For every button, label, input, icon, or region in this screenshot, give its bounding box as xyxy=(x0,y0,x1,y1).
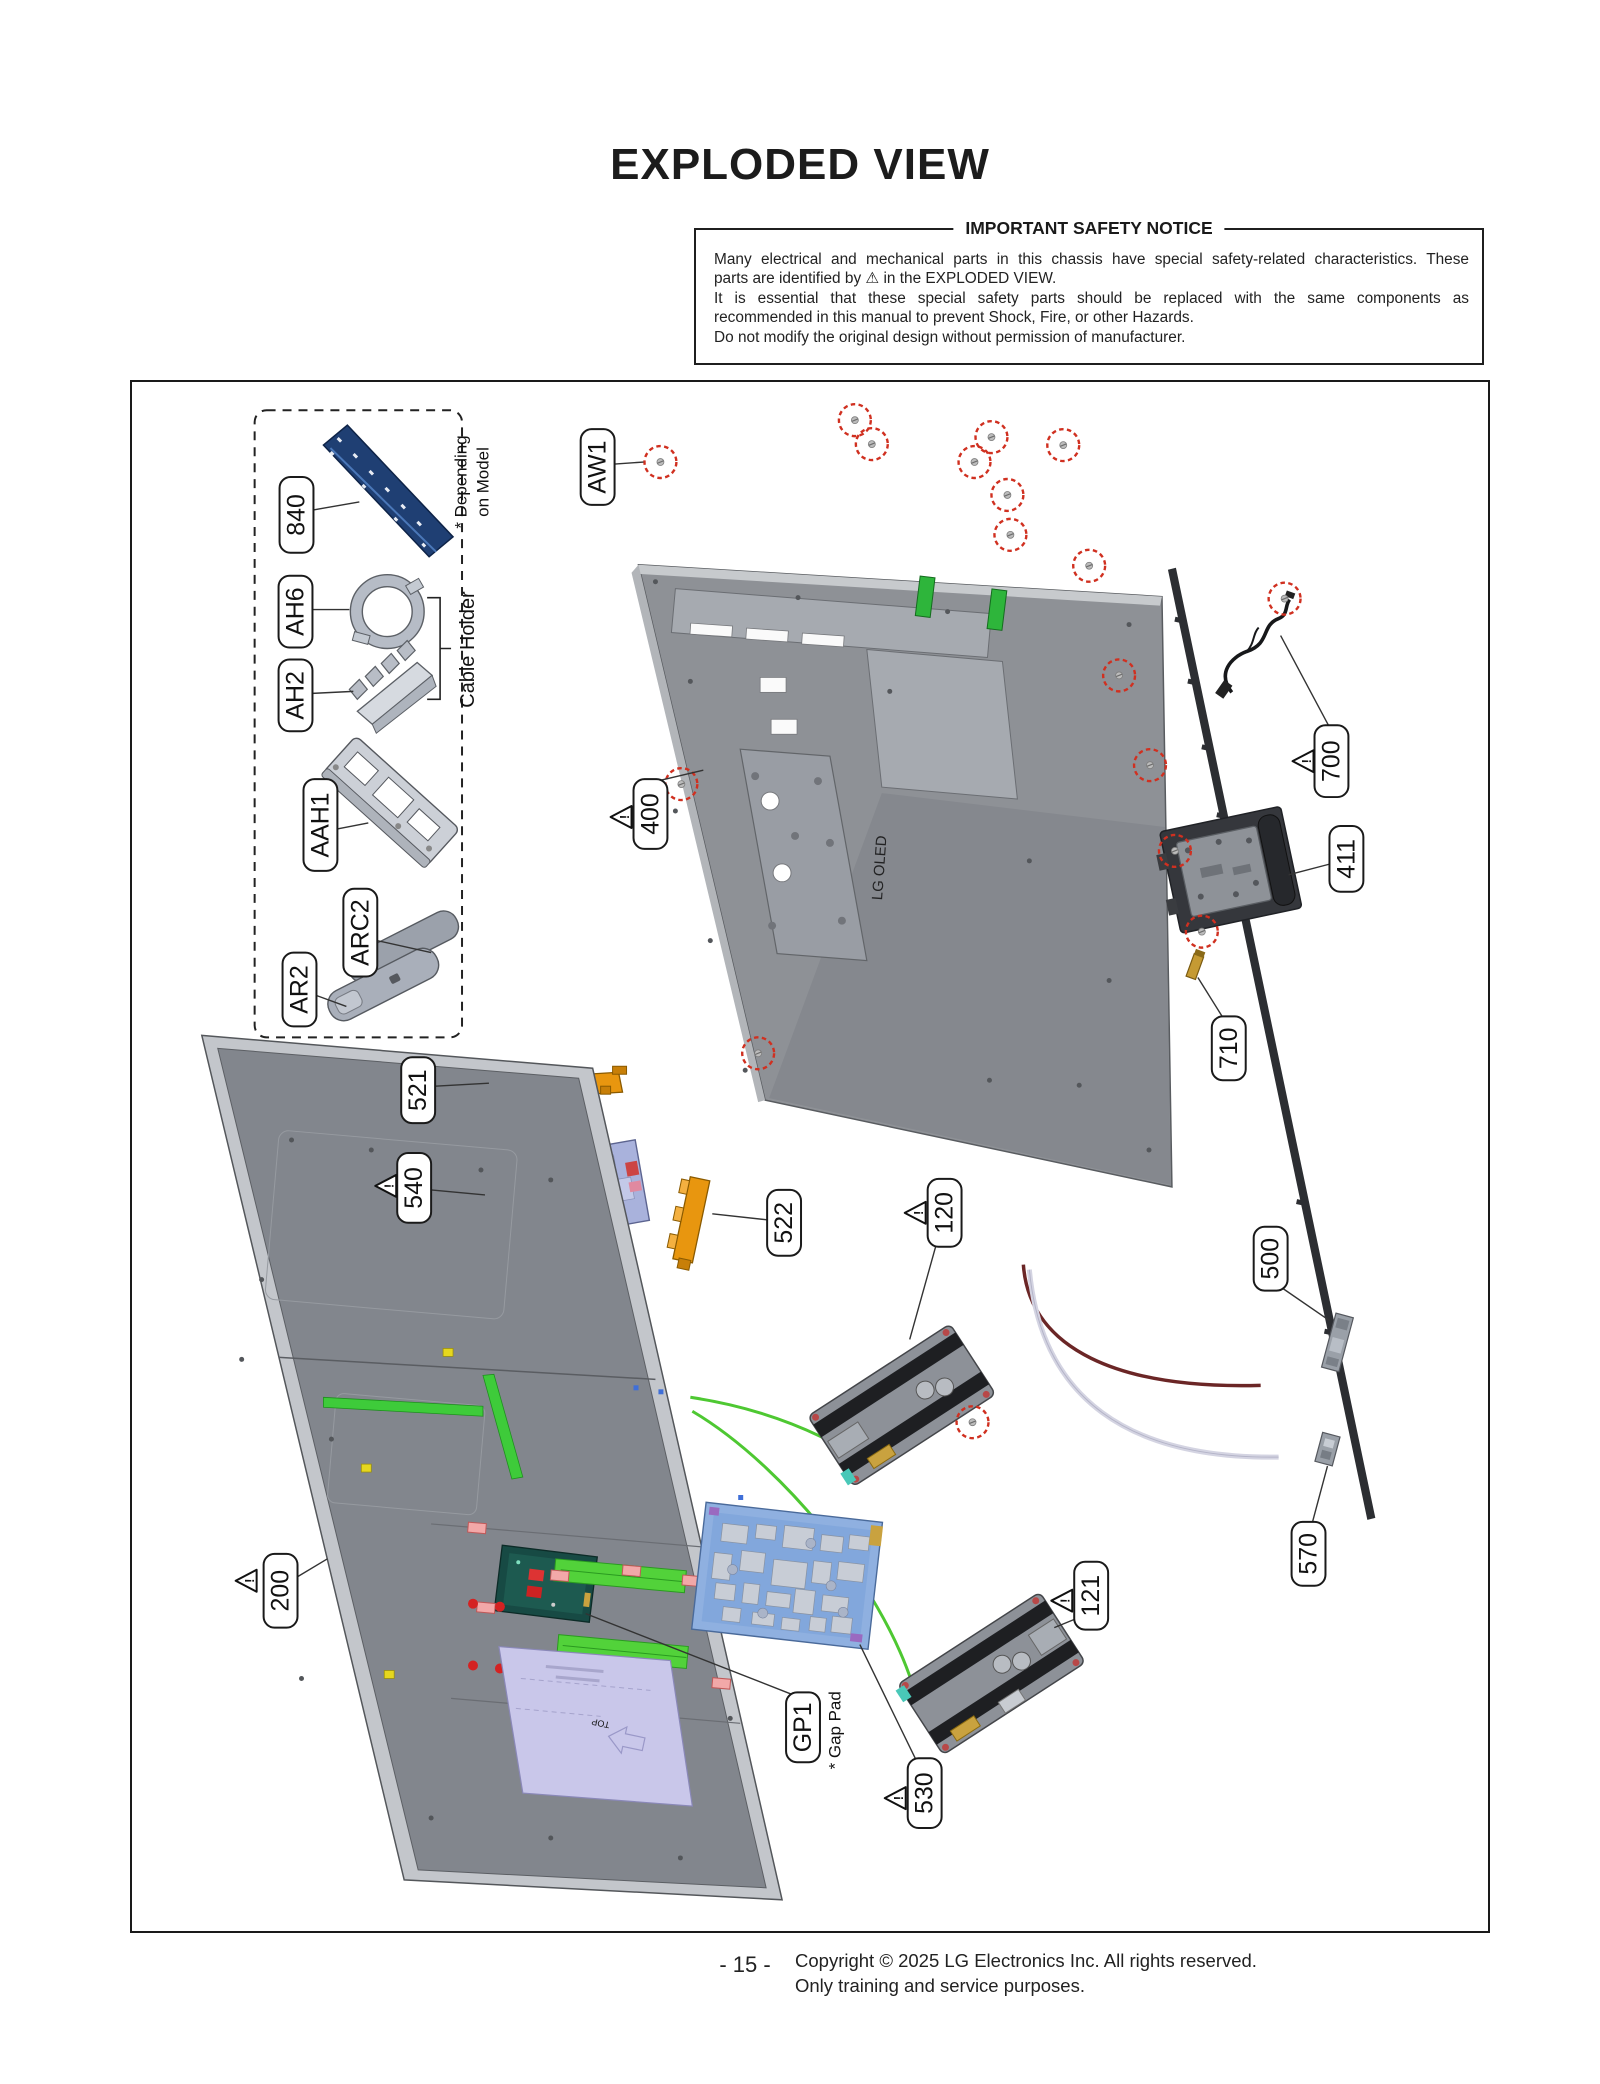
svg-text:522: 522 xyxy=(770,1202,799,1244)
part-label-522 xyxy=(712,1190,801,1256)
side-bar-part xyxy=(1168,568,1375,1520)
speaker-120-part xyxy=(804,1324,995,1489)
svg-text:AH6: AH6 xyxy=(281,587,310,636)
copyright-line-1: Copyright © 2025 LG Electronics Inc. All rights reserved. xyxy=(795,1950,1257,1971)
speaker-121-part xyxy=(893,1592,1085,1757)
gap-pad-note: * Gap Pad xyxy=(825,1691,845,1770)
screw-marker xyxy=(1047,429,1079,461)
part-label-AW1 xyxy=(581,429,644,505)
safety-warning-icon xyxy=(905,1202,926,1224)
svg-text:710: 710 xyxy=(1214,1027,1243,1070)
part-label-120 xyxy=(905,1179,962,1340)
panel-logo-text: LG OLED xyxy=(869,834,891,901)
part-label-411 xyxy=(1289,826,1364,892)
svg-text:AW1: AW1 xyxy=(583,440,612,494)
exploded-view-frame xyxy=(130,380,1490,1933)
part-570 xyxy=(1315,1432,1340,1466)
safety-warning-icon xyxy=(1293,750,1314,772)
display-panel-part xyxy=(202,1035,782,1899)
safety-warning-icon xyxy=(1051,1590,1072,1612)
screw-marker xyxy=(1073,550,1105,582)
svg-text:411: 411 xyxy=(1332,839,1361,879)
svg-text:700: 700 xyxy=(1317,740,1346,782)
svg-text:AR2: AR2 xyxy=(285,965,314,1014)
part-label-AH2 xyxy=(279,659,354,731)
curved-cables xyxy=(1023,1265,1278,1457)
svg-text:AAH1: AAH1 xyxy=(306,792,335,858)
bracket-aah1-part xyxy=(321,736,460,869)
svg-text:ARC2: ARC2 xyxy=(346,899,375,966)
part-label-700 xyxy=(1281,636,1349,798)
notice-line: recommended in this manual to prevent Shock, Fire, or other Hazards. xyxy=(714,309,1194,327)
svg-text:530: 530 xyxy=(910,1772,939,1814)
svg-text:521: 521 xyxy=(404,1069,433,1111)
svg-text:540: 540 xyxy=(400,1167,429,1209)
depending-on-model-note-line1: * Depending xyxy=(451,435,471,529)
svg-text:!: ! xyxy=(1299,759,1315,764)
depending-on-model-note-line2: on Model xyxy=(473,447,493,517)
screw-marker xyxy=(994,519,1026,551)
power-board-part xyxy=(692,1502,884,1649)
svg-text:500: 500 xyxy=(1256,1237,1285,1280)
svg-text:840: 840 xyxy=(282,494,311,536)
svg-text:120: 120 xyxy=(930,1192,959,1234)
screw-marker xyxy=(991,479,1023,511)
part-label-200 xyxy=(236,1554,328,1628)
safety-notice-title: IMPORTANT SAFETY NOTICE xyxy=(953,218,1224,239)
svg-text:!: ! xyxy=(242,1578,258,1583)
notice-line: parts are identified by ⚠ in the EXPLODED VIEW. xyxy=(714,270,1057,288)
part-label-840 xyxy=(280,477,360,553)
safety-warning-icon xyxy=(885,1787,906,1809)
svg-text:200: 200 xyxy=(266,1569,295,1612)
bracket-522-part xyxy=(663,1175,709,1271)
power-cable-700-part xyxy=(1215,590,1295,698)
cable-holder-note: Cable Holder xyxy=(457,591,480,708)
part-label-710 xyxy=(1198,978,1246,1081)
screw-marker xyxy=(856,428,888,460)
bracket-411-part xyxy=(1152,806,1302,935)
exploded-view-diagram xyxy=(132,382,1488,1931)
svg-text:!: ! xyxy=(891,1795,907,1801)
svg-text:400: 400 xyxy=(636,793,665,835)
back-cover-part xyxy=(632,565,1172,1187)
copyright-line-2: Only training and service purposes. xyxy=(795,1975,1085,1996)
screw-marker xyxy=(839,404,871,436)
gap-pad-top-label: TOP xyxy=(590,1716,611,1731)
wall-mount-bracket-part xyxy=(323,425,453,557)
notice-line: Many electrical and mechanical parts in this chassis have special safety-related characteristics. These xyxy=(714,251,1469,268)
gap-pad-sheet xyxy=(499,1647,692,1807)
notice-line: It is essential that these special safety parts should be replaced with the same components as xyxy=(714,289,1469,307)
svg-text:!: ! xyxy=(381,1183,397,1189)
copyright-notice xyxy=(795,1948,1355,1998)
svg-text:121: 121 xyxy=(1077,1574,1106,1617)
part-label-121 xyxy=(1051,1562,1108,1630)
notice-line: Do not modify the original design without permission of manufacturer. xyxy=(714,328,1186,346)
safety-notice-box xyxy=(694,218,1484,365)
page-number: - 15 - xyxy=(719,1952,771,1977)
svg-text:AH2: AH2 xyxy=(281,671,310,720)
safety-warning-icon xyxy=(236,1570,257,1592)
safety-notice-body xyxy=(714,250,1469,347)
svg-text:!: ! xyxy=(1057,1598,1073,1603)
part-label-570 xyxy=(1292,1466,1328,1586)
svg-text:!: ! xyxy=(617,814,633,820)
screw-marker xyxy=(959,446,991,478)
part-label-AH6 xyxy=(279,576,350,648)
svg-text:GP1: GP1 xyxy=(789,1702,818,1753)
screw-marker xyxy=(644,446,676,478)
svg-text:!: ! xyxy=(911,1210,927,1215)
svg-text:570: 570 xyxy=(1294,1533,1323,1575)
cable-holder-clamp-part xyxy=(350,575,424,649)
safety-warning-icon xyxy=(611,806,632,828)
page-title: EXPLODED VIEW xyxy=(610,140,990,189)
cable-holder-comb-part xyxy=(349,641,436,734)
bracket-710-part xyxy=(1186,949,1205,980)
